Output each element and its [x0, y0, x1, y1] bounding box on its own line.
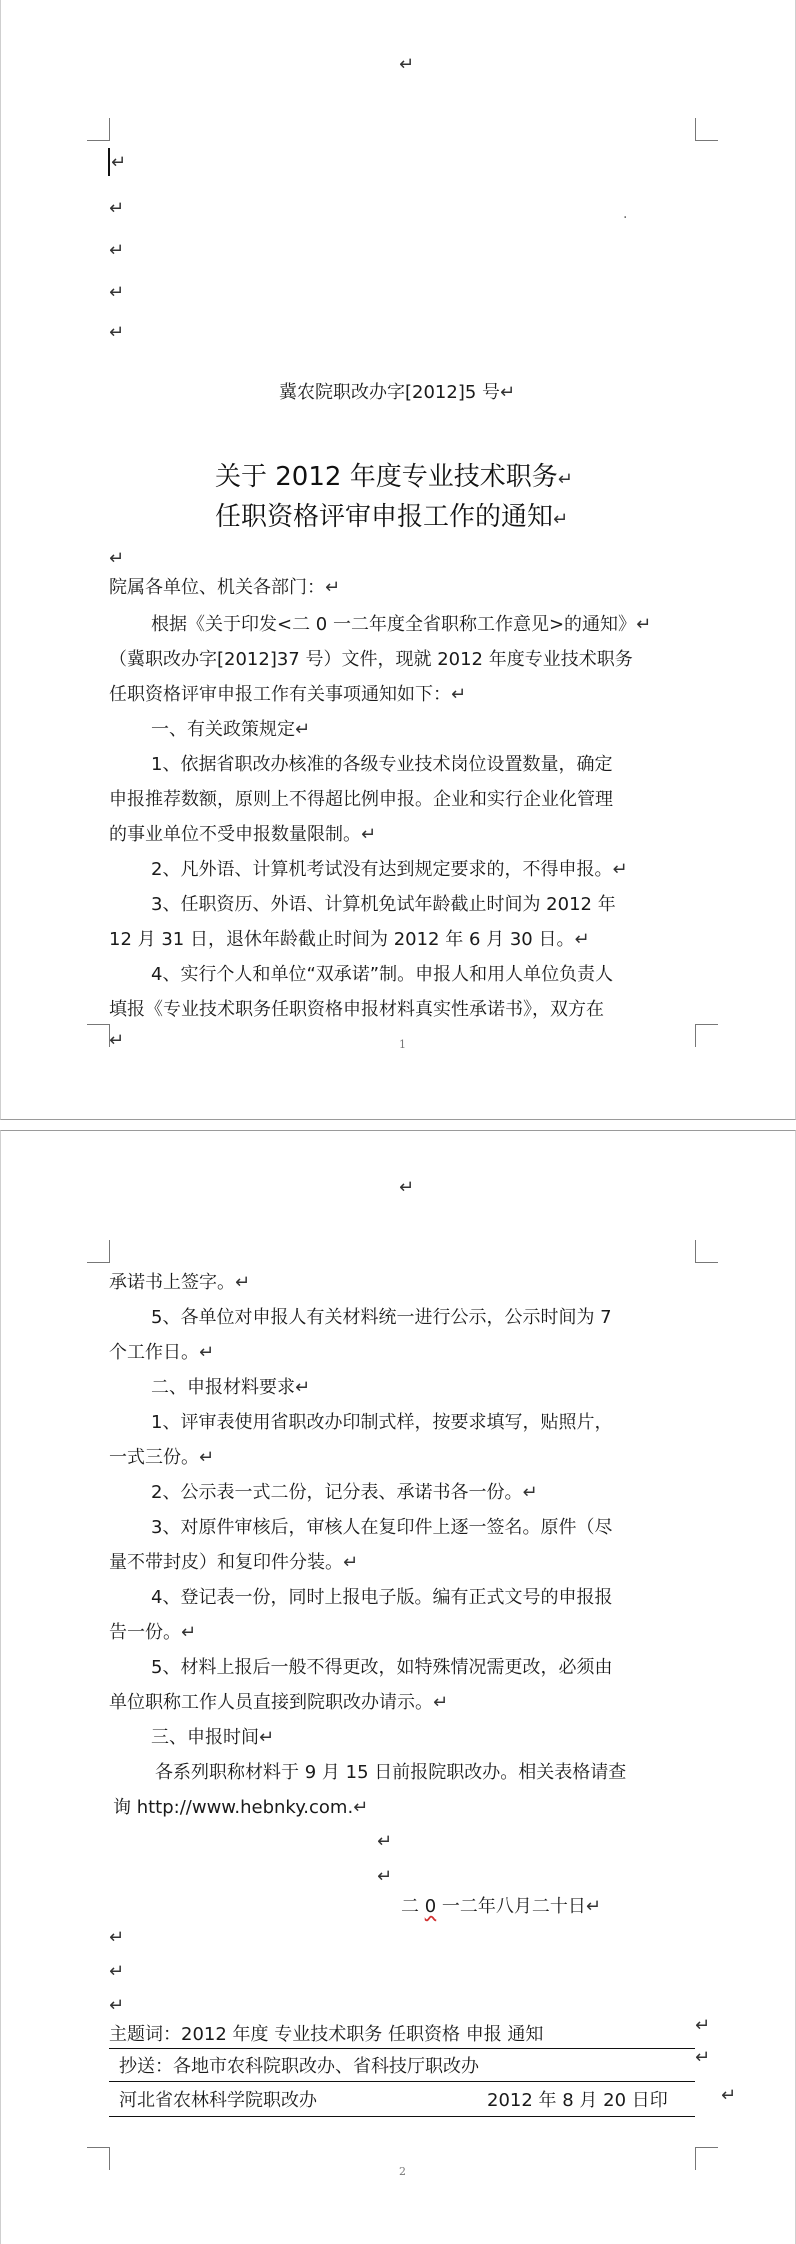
paragraph-mark: ↵ [109, 198, 125, 219]
body-line[interactable]: 个工作日。↵ [109, 1342, 215, 1363]
body-line[interactable]: 2、公示表一式二份，记分表、承诺书各一份。↵ [151, 1482, 538, 1503]
paragraph-mark: ↵ [109, 282, 125, 303]
crop-mark-top-left [87, 118, 110, 141]
body-line[interactable]: 1、依据省职改办核准的各级专业技术岗位设置数量，确定 [151, 754, 613, 775]
title-line-2[interactable]: 任职资格评审申报工作的通知↵ [215, 502, 569, 532]
body-line[interactable]: 3、任职资历、外语、计算机免试年龄截止时间为 2012 年 [151, 894, 616, 915]
crop-mark-bottom-right [695, 2147, 718, 2170]
signature-date[interactable]: 二 0 一二年八月二十日↵ [401, 1896, 602, 1917]
page-2 [0, 1130, 796, 2244]
text-cursor [108, 148, 110, 176]
page-1 [0, 0, 796, 1120]
paragraph-mark: ↵ [399, 54, 415, 75]
paragraph-mark: ↵ [109, 1030, 125, 1051]
paragraph-mark: ↵ [111, 152, 127, 173]
crop-mark-bottom-left [87, 1024, 110, 1047]
crop-mark-top-right [695, 118, 718, 141]
paragraph-mark: ↵ [695, 2015, 711, 2036]
body-line[interactable]: 的事业单位不受申报数量限制。↵ [109, 824, 377, 845]
issuer[interactable]: 河北省农林科学院职改办 [119, 2090, 317, 2111]
section-heading[interactable]: 三、申报时间↵ [151, 1727, 275, 1748]
page-gap [0, 1120, 796, 1130]
body-line[interactable]: 一式三份。↵ [109, 1447, 215, 1468]
subject-words[interactable]: 主题词：2012 年度 专业技术职务 任职资格 申报 通知 [109, 2024, 544, 2045]
paragraph-mark: ↵ [109, 322, 125, 343]
paragraph-mark: ↵ [377, 1831, 393, 1852]
body-line[interactable]: 2、凡外语、计算机考试没有达到规定要求的，不得申报。↵ [151, 859, 628, 880]
crop-mark-top-right [695, 1240, 718, 1263]
paragraph-mark: ↵ [109, 548, 125, 569]
body-line[interactable]: 单位职称工作人员直接到院职改办请示。↵ [109, 1692, 449, 1713]
body-line[interactable]: 告一份。↵ [109, 1622, 197, 1643]
body-line[interactable]: 量不带封皮）和复印件分装。↵ [109, 1552, 359, 1573]
body-line[interactable]: 12 月 31 日，退休年龄截止时间为 2012 年 6 月 30 日。↵ [109, 929, 590, 950]
print-date[interactable]: 2012 年 8 月 20 日印 [487, 2090, 668, 2111]
body-line[interactable]: 1、评审表使用省职改办印制式样，按要求填写，贴照片， [151, 1412, 613, 1433]
page-number: 1 [399, 1038, 406, 1051]
paragraph-mark: ↵ [695, 2047, 711, 2068]
rule-line [109, 2081, 695, 2082]
paragraph-mark: ↵ [377, 1866, 393, 1887]
body-line[interactable]: 5、材料上报后一般不得更改，如特殊情况需更改，必须由 [151, 1657, 613, 1678]
paragraph-mark: ↵ [721, 2085, 737, 2106]
title-line-1[interactable]: 关于 2012 年度专业技术职务↵ [215, 462, 573, 492]
paragraph-mark: ↵ [399, 1177, 415, 1198]
body-line[interactable]: 承诺书上签字。↵ [109, 1272, 251, 1293]
paragraph-mark: ↵ [109, 240, 125, 261]
body-line[interactable]: 任职资格评审申报工作有关事项通知如下：↵ [109, 684, 467, 705]
crop-mark-bottom-left [87, 2147, 110, 2170]
body-line[interactable]: （冀职改办字[2012]37 号）文件，现就 2012 年度专业技术职务 [109, 649, 633, 670]
body-line[interactable]: 各系列职称材料于 9 月 15 日前报院职改办。相关表格请查 [155, 1762, 627, 1783]
paragraph-mark: ↵ [109, 1961, 125, 1982]
rule-line [109, 2116, 695, 2117]
crop-mark-bottom-right [695, 1024, 718, 1047]
crop-mark-top-left [87, 1240, 110, 1263]
paragraph-mark: ↵ [109, 1927, 125, 1948]
body-line[interactable]: 填报《专业技术职务任职资格申报材料真实性承诺书》，双方在 [109, 999, 604, 1020]
url-line[interactable]: 询 http://www.hebnky.com.↵ [113, 1797, 369, 1818]
body-line[interactable]: 根据《关于印发<二 0 一二年度全省职称工作意见>的通知》↵ [151, 614, 652, 635]
cc-line[interactable]: 抄送：各地市农科院职改办、省科技厅职改办 [119, 2056, 479, 2077]
body-line[interactable]: 4、实行个人和单位“双承诺”制。申报人和用人单位负责人 [151, 964, 614, 985]
section-heading[interactable]: 二、申报材料要求↵ [151, 1377, 311, 1398]
body-line[interactable]: 3、对原件审核后，审核人在复印件上逐一签名。原件（尽 [151, 1517, 613, 1538]
body-line[interactable]: 5、各单位对申报人有关材料统一进行公示，公示时间为 7 [151, 1307, 612, 1328]
page-number: 2 [399, 2165, 406, 2178]
salutation[interactable]: 院属各单位、机关各部门：↵ [109, 577, 341, 598]
body-line[interactable]: 申报推荐数额，原则上不得超比例申报。企业和实行企业化管理 [109, 789, 613, 810]
document-number[interactable]: 冀农院职改办字[2012]5 号↵ [279, 382, 516, 403]
body-line[interactable]: 4、登记表一份，同时上报电子版。编有正式文号的申报报 [151, 1587, 613, 1608]
paragraph-mark: ↵ [109, 1995, 125, 2016]
stray-mark: · [623, 210, 628, 226]
section-heading[interactable]: 一、有关政策规定↵ [151, 719, 311, 740]
